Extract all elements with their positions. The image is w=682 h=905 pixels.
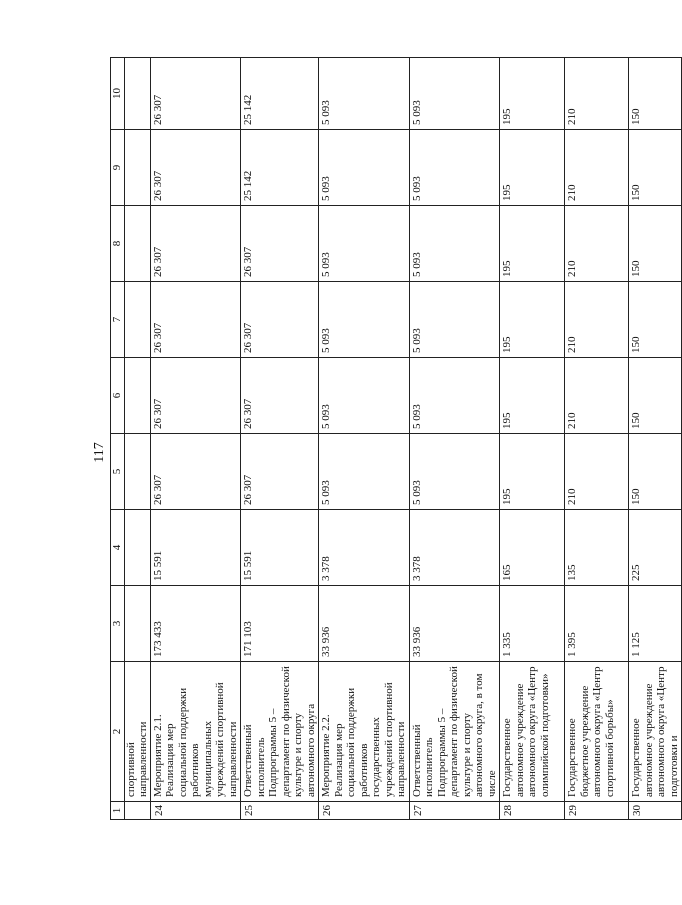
continuation-row (124, 58, 150, 820)
table-cell: 5 093 (319, 58, 410, 130)
header-cell: 4 (111, 510, 125, 586)
table-cell: 210 (565, 206, 629, 282)
table-cell (124, 282, 150, 358)
table-cell (124, 58, 150, 130)
table-cell: 1 335 (500, 586, 565, 662)
table-cell: 5 093 (409, 358, 500, 434)
table-cell: 26 307 (150, 58, 241, 130)
table-cell (124, 802, 150, 820)
header-cell: 9 (111, 130, 125, 206)
header-cell: 5 (111, 434, 125, 510)
row-label: Ответственный исполнитель Подпрограммы 5 – департамент по физической культуре и спорту автономного округа, в том числе (409, 662, 500, 802)
row-label: Государственное автономное учреждение автономного округа «Центр олимпийской подготовки» (500, 662, 565, 802)
header-cell: 2 (111, 662, 125, 802)
row-label: Мероприятие 2.2. Реализация мер социальной поддержки работников государственных учреждений спортивной направленности (319, 662, 410, 802)
table-cell: 5 093 (409, 206, 500, 282)
table-cell (124, 434, 150, 510)
table-cell: 3 378 (409, 510, 500, 586)
table-cell: 150 (629, 130, 682, 206)
row-number: 25 (241, 802, 319, 820)
table-cell: 26 307 (150, 206, 241, 282)
table-cell: 195 (500, 206, 565, 282)
table-cell: 26 307 (241, 206, 319, 282)
table-cell: 5 093 (409, 58, 500, 130)
table-cell: 3 378 (319, 510, 410, 586)
table-cell: 5 093 (409, 282, 500, 358)
table-row (150, 58, 241, 820)
table-cell (124, 358, 150, 434)
table-cell (124, 130, 150, 206)
table-cell (124, 586, 150, 662)
table-cell (124, 510, 150, 586)
table-cell (124, 206, 150, 282)
header-cell: 7 (111, 282, 125, 358)
data-table (110, 57, 682, 820)
table-cell: 26 307 (150, 434, 241, 510)
table-row (565, 58, 629, 820)
table-cell: 26 307 (150, 130, 241, 206)
table-row (500, 58, 565, 820)
row-number: 24 (150, 802, 241, 820)
row-number: 27 (409, 802, 500, 820)
table-cell: 210 (565, 282, 629, 358)
row-label: Мероприятие 2.1. Реализация мер социальной поддержки работников муниципальных учреждений спортивной направленности (150, 662, 241, 802)
table-cell: 150 (629, 58, 682, 130)
table-cell: 135 (565, 510, 629, 586)
table-cell: 1 125 (629, 586, 682, 662)
header-row (111, 58, 125, 820)
table-cell: 173 433 (150, 586, 241, 662)
header-cell: 1 (111, 802, 125, 820)
page-number: 117 (92, 442, 107, 463)
table-cell: 25 142 (241, 58, 319, 130)
table-cell: 150 (629, 434, 682, 510)
table-cell: 5 093 (409, 130, 500, 206)
table-cell: спортивной направленности (124, 662, 150, 802)
row-number: 28 (500, 802, 565, 820)
table-cell: 5 093 (319, 206, 410, 282)
table-cell: 33 936 (319, 586, 410, 662)
table-cell: 26 307 (241, 282, 319, 358)
header-cell: 3 (111, 586, 125, 662)
table-cell: 25 142 (241, 130, 319, 206)
table-cell: 210 (565, 130, 629, 206)
table-cell: 165 (500, 510, 565, 586)
table-cell: 33 936 (409, 586, 500, 662)
table-cell: 210 (565, 434, 629, 510)
row-number: 29 (565, 802, 629, 820)
table-cell: 195 (500, 358, 565, 434)
table-row (409, 58, 500, 820)
header-cell: 6 (111, 358, 125, 434)
row-label: Ответственный исполнитель Подпрограммы 5 – департамент по физической культуре и спорту автономного округа (241, 662, 319, 802)
table-cell: 15 591 (150, 510, 241, 586)
table-row (241, 58, 319, 820)
table-cell: 210 (565, 58, 629, 130)
row-number: 26 (319, 802, 410, 820)
table-cell: 150 (629, 358, 682, 434)
table-cell: 150 (629, 206, 682, 282)
table-cell: 195 (500, 130, 565, 206)
header-cell: 10 (111, 58, 125, 130)
table-cell: 225 (629, 510, 682, 586)
table-cell: 5 093 (319, 282, 410, 358)
table-cell: 26 307 (150, 358, 241, 434)
table-cell: 5 093 (409, 434, 500, 510)
table-row (319, 58, 410, 820)
table-cell: 195 (500, 434, 565, 510)
table-row (629, 58, 682, 820)
table-cell: 5 093 (319, 358, 410, 434)
table-cell: 210 (565, 358, 629, 434)
table-cell: 171 103 (241, 586, 319, 662)
table-cell: 1 395 (565, 586, 629, 662)
row-label: Государственное бюджетное учреждение автономного округа «Центр спортивной борьбы» (565, 662, 629, 802)
table-cell: 26 307 (150, 282, 241, 358)
table-cell: 26 307 (241, 434, 319, 510)
table-cell: 15 591 (241, 510, 319, 586)
table-cell: 195 (500, 282, 565, 358)
row-label: Государственное автономное учреждение автономного округа «Центр подготовки и (629, 662, 682, 802)
table-cell: 5 093 (319, 434, 410, 510)
table-cell: 195 (500, 58, 565, 130)
table-cell: 5 093 (319, 130, 410, 206)
table-cell: 26 307 (241, 358, 319, 434)
header-cell: 8 (111, 206, 125, 282)
row-number: 30 (629, 802, 682, 820)
table-cell: 150 (629, 282, 682, 358)
